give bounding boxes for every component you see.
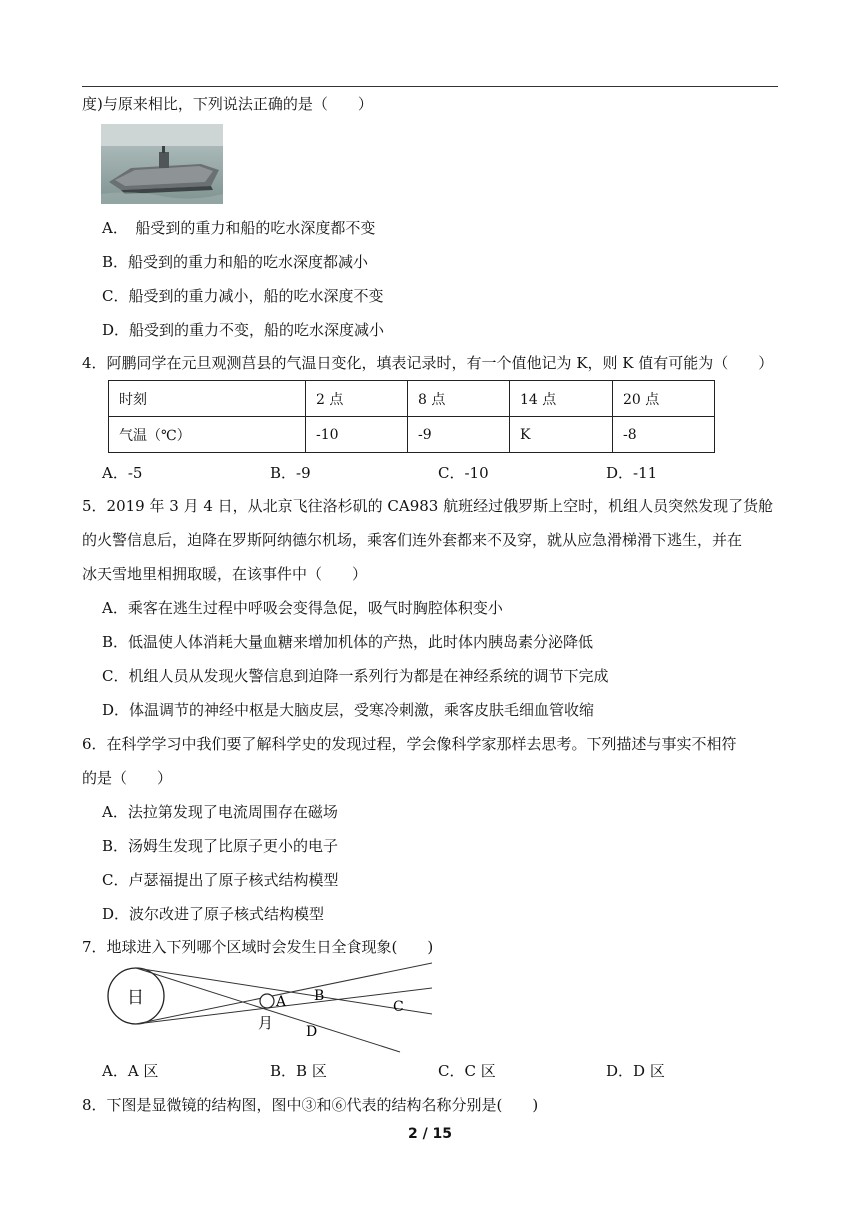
moon-label: 月	[258, 1014, 274, 1032]
table-cell: 气温（℃）	[109, 417, 306, 453]
table-cell: 2 点	[306, 381, 408, 417]
q5-stem-line1: 5．2019 年 3 月 4 日，从北京飞往洛杉矶的 CA983 航班经过俄罗斯上空时，机组人员突然发现了货舱	[82, 497, 774, 515]
q7-option-a: A．A 区	[102, 1062, 159, 1080]
q3-option-a: A． 船受到的重力和船的吃水深度都不变	[102, 219, 376, 237]
zone-c-label: C	[393, 999, 404, 1015]
sun-label: 日	[127, 988, 144, 1008]
table-cell: -9	[408, 417, 510, 453]
table-cell: 时刻	[109, 381, 306, 417]
q3-option-b: B．船受到的重力和船的吃水深度都减小	[102, 253, 369, 271]
q6-option-c: C．卢瑟福提出了原子核式结构模型	[102, 871, 339, 889]
table-cell: 8 点	[408, 381, 510, 417]
q7-option-c: C．C 区	[438, 1062, 496, 1080]
table-row	[109, 381, 715, 417]
q6-stem-line1: 6．在科学学习中我们要了解科学史的发现过程，学会像科学家那样去思考。下列描述与事实不相符	[82, 735, 737, 753]
zone-d-label: D	[306, 1024, 318, 1040]
q3-option-d: D．船受到的重力不变，船的吃水深度减小	[102, 321, 385, 339]
table-cell: 20 点	[613, 381, 715, 417]
q3-option-c: C．船受到的重力减小，船的吃水深度不变	[102, 287, 384, 305]
q7-stem: 7．地球进入下列哪个区域时会发生日全食现象( )	[82, 938, 434, 956]
q4-option-c: C．-10	[438, 464, 489, 482]
q5-option-b: B．低温使人体消耗大量血糖来增加机体的产热，此时体内胰岛素分泌降低	[102, 633, 594, 651]
q5-stem-line3: 冰天雪地里相拥取暖，在该事件中（ ）	[82, 565, 368, 583]
q5-option-c: C．机组人员从发现火警信息到迫降一系列行为都是在神经系统的调节下完成	[102, 667, 609, 685]
q6-option-d: D．波尔改进了原子核式结构模型	[102, 905, 325, 923]
q5-stem-line2: 的火警信息后，迫降在罗斯阿纳德尔机场，乘客们连外套都来不及穿，就从应急滑梯滑下逃生，并在	[82, 531, 743, 549]
page-number: 2 / 15	[407, 1126, 453, 1142]
zone-a-label: A	[276, 994, 287, 1010]
q5-option-a: A．乘客在逃生过程中呼吸会变得急促，吸气时胸腔体积变小	[102, 599, 503, 617]
header-rule	[82, 86, 778, 87]
q6-stem-line2: 的是（ ）	[82, 769, 173, 787]
q6-option-a: A．法拉第发现了电流周围存在磁场	[102, 803, 338, 821]
q8-stem: 8．下图是显微镜的结构图，图中③和⑥代表的结构名称分别是( )	[82, 1096, 539, 1114]
table-cell: -10	[306, 417, 408, 453]
table-cell: -8	[613, 417, 715, 453]
moon-circle	[260, 994, 274, 1008]
q4-stem: 4．阿鹏同学在元旦观测莒县的气温日变化，填表记录时，有一个值他记为 K，则 K 值有可能为（ ）	[82, 354, 774, 372]
table-cell: 14 点	[510, 381, 613, 417]
q7-option-b: B．B 区	[270, 1062, 327, 1080]
aircraft-carrier-image	[101, 124, 223, 204]
q7-option-d: D．D 区	[606, 1062, 665, 1080]
table-cell: K	[510, 417, 613, 453]
q4-option-d: D．-11	[606, 464, 658, 482]
temperature-table	[108, 380, 715, 453]
q3-stem: 度)与原来相比，下列说法正确的是（ ）	[82, 95, 373, 113]
q4-option-b: B．-9	[270, 464, 311, 482]
aircraft-carrier-photo	[101, 124, 223, 204]
zone-b-label: B	[314, 988, 325, 1004]
solar-eclipse-diagram	[100, 948, 440, 1054]
q5-option-d: D．体温调节的神经中枢是大脑皮层，受寒冷刺激，乘客皮肤毛细血管收缩	[102, 701, 595, 719]
ray-line	[136, 968, 400, 1052]
q6-option-b: B．汤姆生发现了比原子更小的电子	[102, 837, 339, 855]
q4-option-a: A．-5	[102, 464, 143, 482]
table-row	[109, 417, 715, 453]
